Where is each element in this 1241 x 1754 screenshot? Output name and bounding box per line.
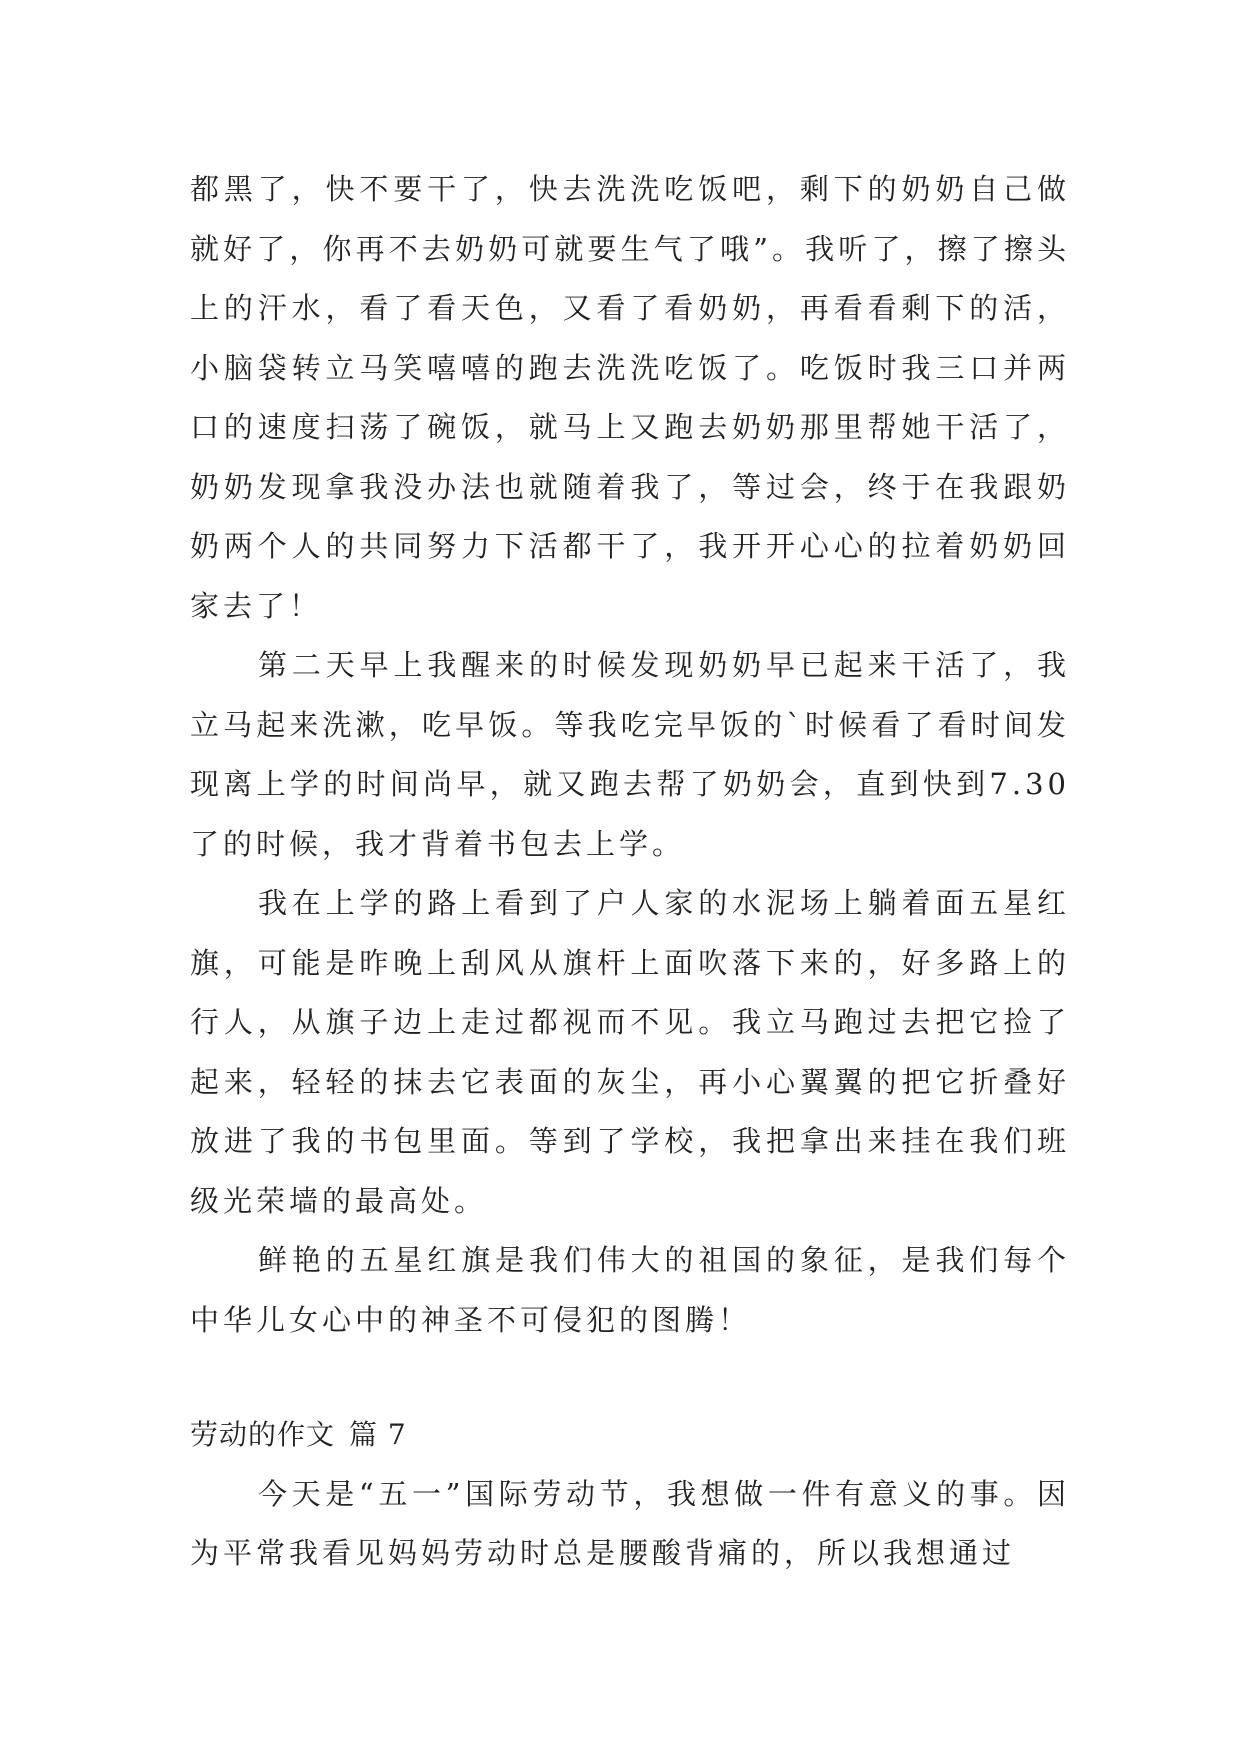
section-title: 劳动的作文 bbox=[190, 1418, 336, 1451]
paragraph-flag-found: 我在上学的路上看到了户人家的水泥场上躺着面五星红旗，可能是昨晚上刮风从旗杆上面吹落下来的，好多路上的行人，从旗子边上走过都视而不见。我立马跑过去把它捡了起来，轻轻的抹去它表面的灰尘，再小心翼翼的把它折叠好放进了我的书包里面。等到了学校，我把拿出来挂在我们班级光荣墙的最高处。 bbox=[190, 886, 1070, 1218]
document-body bbox=[190, 160, 1070, 1584]
paragraph-flag-symbol: 鲜艳的五星红旗是我们伟大的祖国的象征，是我们每个中华儿女心中的神圣不可侵犯的图腾！ bbox=[190, 1243, 1070, 1337]
section-heading bbox=[190, 1405, 1070, 1465]
paragraph-labor-day: 今天是“五一”国际劳动节，我想做一件有意义的事。因为平常我看见妈妈劳动时总是腰酸背痛的，所以我想通过 bbox=[190, 1476, 1070, 1570]
paragraph-continuation: 都黑了，快不要干了，快去洗洗吃饭吧，剩下的奶奶自己做就好了，你再不去奶奶可就要生气了哦”。我听了，擦了擦头上的汗水，看了看天色，又看了看奶奶，再看看剩下的活，小脑袋转立马笑嘻嘻的跑去洗洗吃饭了。吃饭时我三口并两口的速度扫荡了碗饭，就马上又跑去奶奶那里帮她干活了，奶奶发现拿我没办法也就随着我了，等过会，终于在我跟奶奶两个人的共同努力下活都干了，我开开心心的拉着奶奶回家去了！ bbox=[190, 172, 1070, 623]
paragraph-next-morning: 第二天早上我醒来的时候发现奶奶早已起来干活了，我立马起来洗漱，吃早饭。等我吃完早饭的`时候看了看时间发现离上学的时间尚早，就又跑去帮了奶奶会，直到快到7.30了的时候，我才背着书包去上学。 bbox=[190, 648, 1070, 861]
section-number: 篇 7 bbox=[349, 1418, 407, 1451]
